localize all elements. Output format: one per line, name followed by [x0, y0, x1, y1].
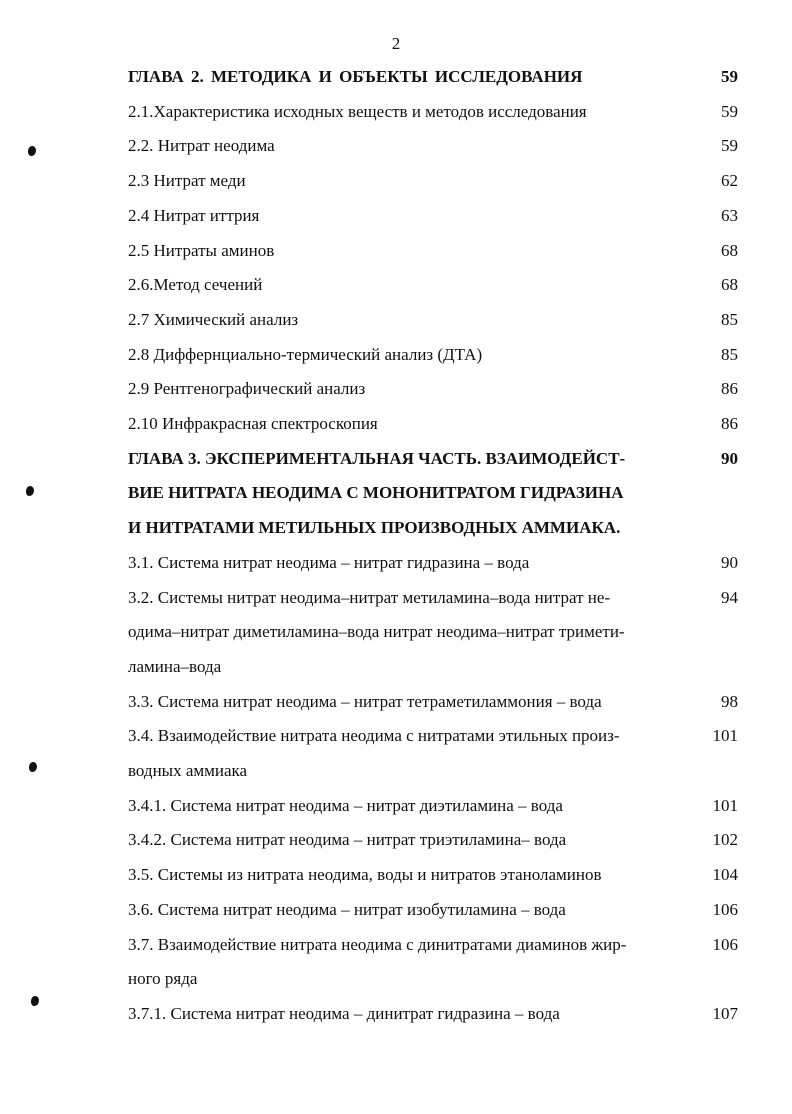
toc-entry-line: 2.6.Метод сечений	[128, 275, 263, 295]
toc-entry-page: 68	[721, 275, 738, 295]
toc-entry	[128, 997, 738, 1032]
toc-entry-title	[128, 928, 686, 997]
toc-entry-page: 98	[721, 691, 738, 711]
toc-entry-line: 2.7 Химический анализ	[128, 309, 299, 329]
toc-entry-title	[128, 789, 686, 824]
toc-entry	[128, 928, 738, 997]
toc-entry-title	[128, 893, 686, 928]
table-of-contents	[128, 60, 738, 1032]
toc-entry-line: 3.4. Взаимодействие нитрата неодима с нитратами этильных произ-	[128, 726, 620, 746]
punch-hole-mark	[29, 762, 37, 772]
toc-entry-title	[128, 268, 686, 303]
toc-entry	[128, 164, 738, 199]
toc-entry-title	[128, 60, 686, 95]
toc-entry-title	[128, 372, 686, 407]
toc-entry-page: 106	[712, 934, 738, 954]
punch-hole-mark	[26, 486, 34, 496]
toc-entry-title	[128, 95, 686, 130]
toc-entry	[128, 823, 738, 858]
toc-entry-line: 2.5 Нитраты аминов	[128, 240, 275, 260]
toc-entry-title	[128, 303, 686, 338]
toc-entry-page: 94	[721, 587, 738, 607]
toc-entry-line: 2.1.Характеристика исходных веществ и методов исследования	[128, 101, 587, 121]
toc-entry	[128, 407, 738, 442]
toc-entry-title	[128, 407, 686, 442]
toc-entry-line: одима–нитрат диметиламина–вода нитрат неодима–нитрат тримети-	[128, 622, 625, 642]
toc-entry-line: водных аммиака	[128, 761, 248, 781]
toc-entry	[128, 685, 738, 720]
toc-entry-title	[128, 823, 686, 858]
toc-entry-page: 107	[712, 1003, 738, 1023]
toc-entry-line: 2.2. Нитрат неодима	[128, 136, 275, 156]
toc-entry-title	[128, 199, 686, 234]
toc-entry-line: 3.1. Система нитрат неодима – нитрат гидразина – вода	[128, 552, 530, 572]
punch-hole-mark	[31, 996, 39, 1006]
toc-entry	[128, 129, 738, 164]
toc-entry-line: 3.3. Система нитрат неодима – нитрат тетраметиламмония – вода	[128, 691, 602, 711]
toc-entry-line: 2.10 Инфракрасная спектроскопия	[128, 414, 378, 434]
toc-entry-page: 63	[721, 205, 738, 225]
toc-chapter-entry	[128, 442, 738, 546]
toc-entry-page: 59	[721, 136, 738, 156]
toc-entry	[128, 199, 738, 234]
toc-entry-page: 101	[712, 795, 738, 815]
toc-entry-page: 86	[721, 414, 738, 434]
toc-entry	[128, 95, 738, 130]
toc-entry-page: 85	[721, 309, 738, 329]
toc-entry-line: 3.5. Системы из нитрата неодима, воды и нитратов этаноламинов	[128, 865, 602, 885]
toc-entry-page: 104	[712, 865, 738, 885]
toc-entry-line: 3.6. Система нитрат неодима – нитрат изобутиламина – вода	[128, 899, 566, 919]
toc-entry-line: 3.2. Системы нитрат неодима–нитрат метиламина–вода нитрат не-	[128, 587, 611, 607]
toc-entry	[128, 546, 738, 581]
toc-entry-line: 3.4.1. Система нитрат неодима – нитрат диэтиламина – вода	[128, 795, 563, 815]
toc-entry-page: 85	[721, 344, 738, 364]
toc-entry-page: 90	[721, 448, 738, 468]
toc-entry-page: 86	[721, 379, 738, 399]
toc-entry-line: ГЛАВА 3. ЭКСПЕРИМЕНТАЛЬНАЯ ЧАСТЬ. ВЗАИМОДЕЙСТ-	[128, 448, 626, 468]
toc-entry-title	[128, 546, 686, 581]
toc-entry-title	[128, 164, 686, 199]
punch-hole-mark	[28, 146, 36, 156]
toc-entry-line: 2.4 Нитрат иттрия	[128, 205, 260, 225]
toc-entry-title	[128, 338, 686, 373]
page-number: 2	[391, 34, 401, 53]
toc-entry-line: 3.4.2. Система нитрат неодима – нитрат триэтиламина– вода	[128, 830, 567, 850]
toc-entry-page: 59	[721, 67, 738, 86]
toc-entry	[128, 581, 738, 685]
toc-entry-page: 90	[721, 552, 738, 572]
toc-entry	[128, 234, 738, 269]
toc-entry-page: 62	[721, 171, 738, 191]
toc-entry-title	[128, 997, 686, 1032]
toc-entry-title	[128, 234, 686, 269]
toc-entry	[128, 268, 738, 303]
toc-entry-line: И НИТРАТАМИ МЕТИЛЬНЫХ ПРОИЗВОДНЫХ АММИАКА.	[128, 518, 621, 538]
toc-entry-page: 102	[712, 830, 738, 850]
toc-entry-line: ВИЕ НИТРАТА НЕОДИМА С МОНОНИТРАТОМ ГИДРАЗИНА	[128, 483, 624, 503]
toc-entry-line: 2.3 Нитрат меди	[128, 171, 246, 191]
toc-entry	[128, 719, 738, 788]
toc-entry-title	[128, 685, 686, 720]
toc-entry-title	[128, 719, 686, 788]
toc-entry-line: ламина–вода	[128, 656, 222, 676]
toc-chapter-entry	[128, 60, 738, 95]
toc-entry-title	[128, 858, 686, 893]
toc-entry-page: 106	[712, 899, 738, 919]
toc-entry-page: 101	[712, 726, 738, 746]
toc-entry-line: ГЛАВА 2. МЕТОДИКА И ОБЪЕКТЫ ИССЛЕДОВАНИЯ	[128, 67, 583, 86]
toc-entry	[128, 858, 738, 893]
toc-entry	[128, 789, 738, 824]
toc-entry	[128, 303, 738, 338]
toc-entry-page: 68	[721, 240, 738, 260]
toc-entry-title	[128, 129, 686, 164]
toc-entry-page: 59	[721, 101, 738, 121]
toc-entry	[128, 338, 738, 373]
toc-entry	[128, 372, 738, 407]
toc-entry-line: 2.9 Рентгенографический анализ	[128, 379, 366, 399]
toc-entry-line: ного ряда	[128, 969, 198, 989]
toc-entry-title	[128, 442, 686, 546]
toc-entry	[128, 893, 738, 928]
toc-entry-line: 3.7. Взаимодействие нитрата неодима с динитратами диаминов жир-	[128, 934, 627, 954]
toc-entry-title	[128, 581, 686, 685]
toc-entry-line: 3.7.1. Система нитрат неодима – динитрат гидразина – вода	[128, 1003, 560, 1023]
toc-entry-line: 2.8 Диффернциально-термический анализ (ДТА)	[128, 344, 483, 364]
